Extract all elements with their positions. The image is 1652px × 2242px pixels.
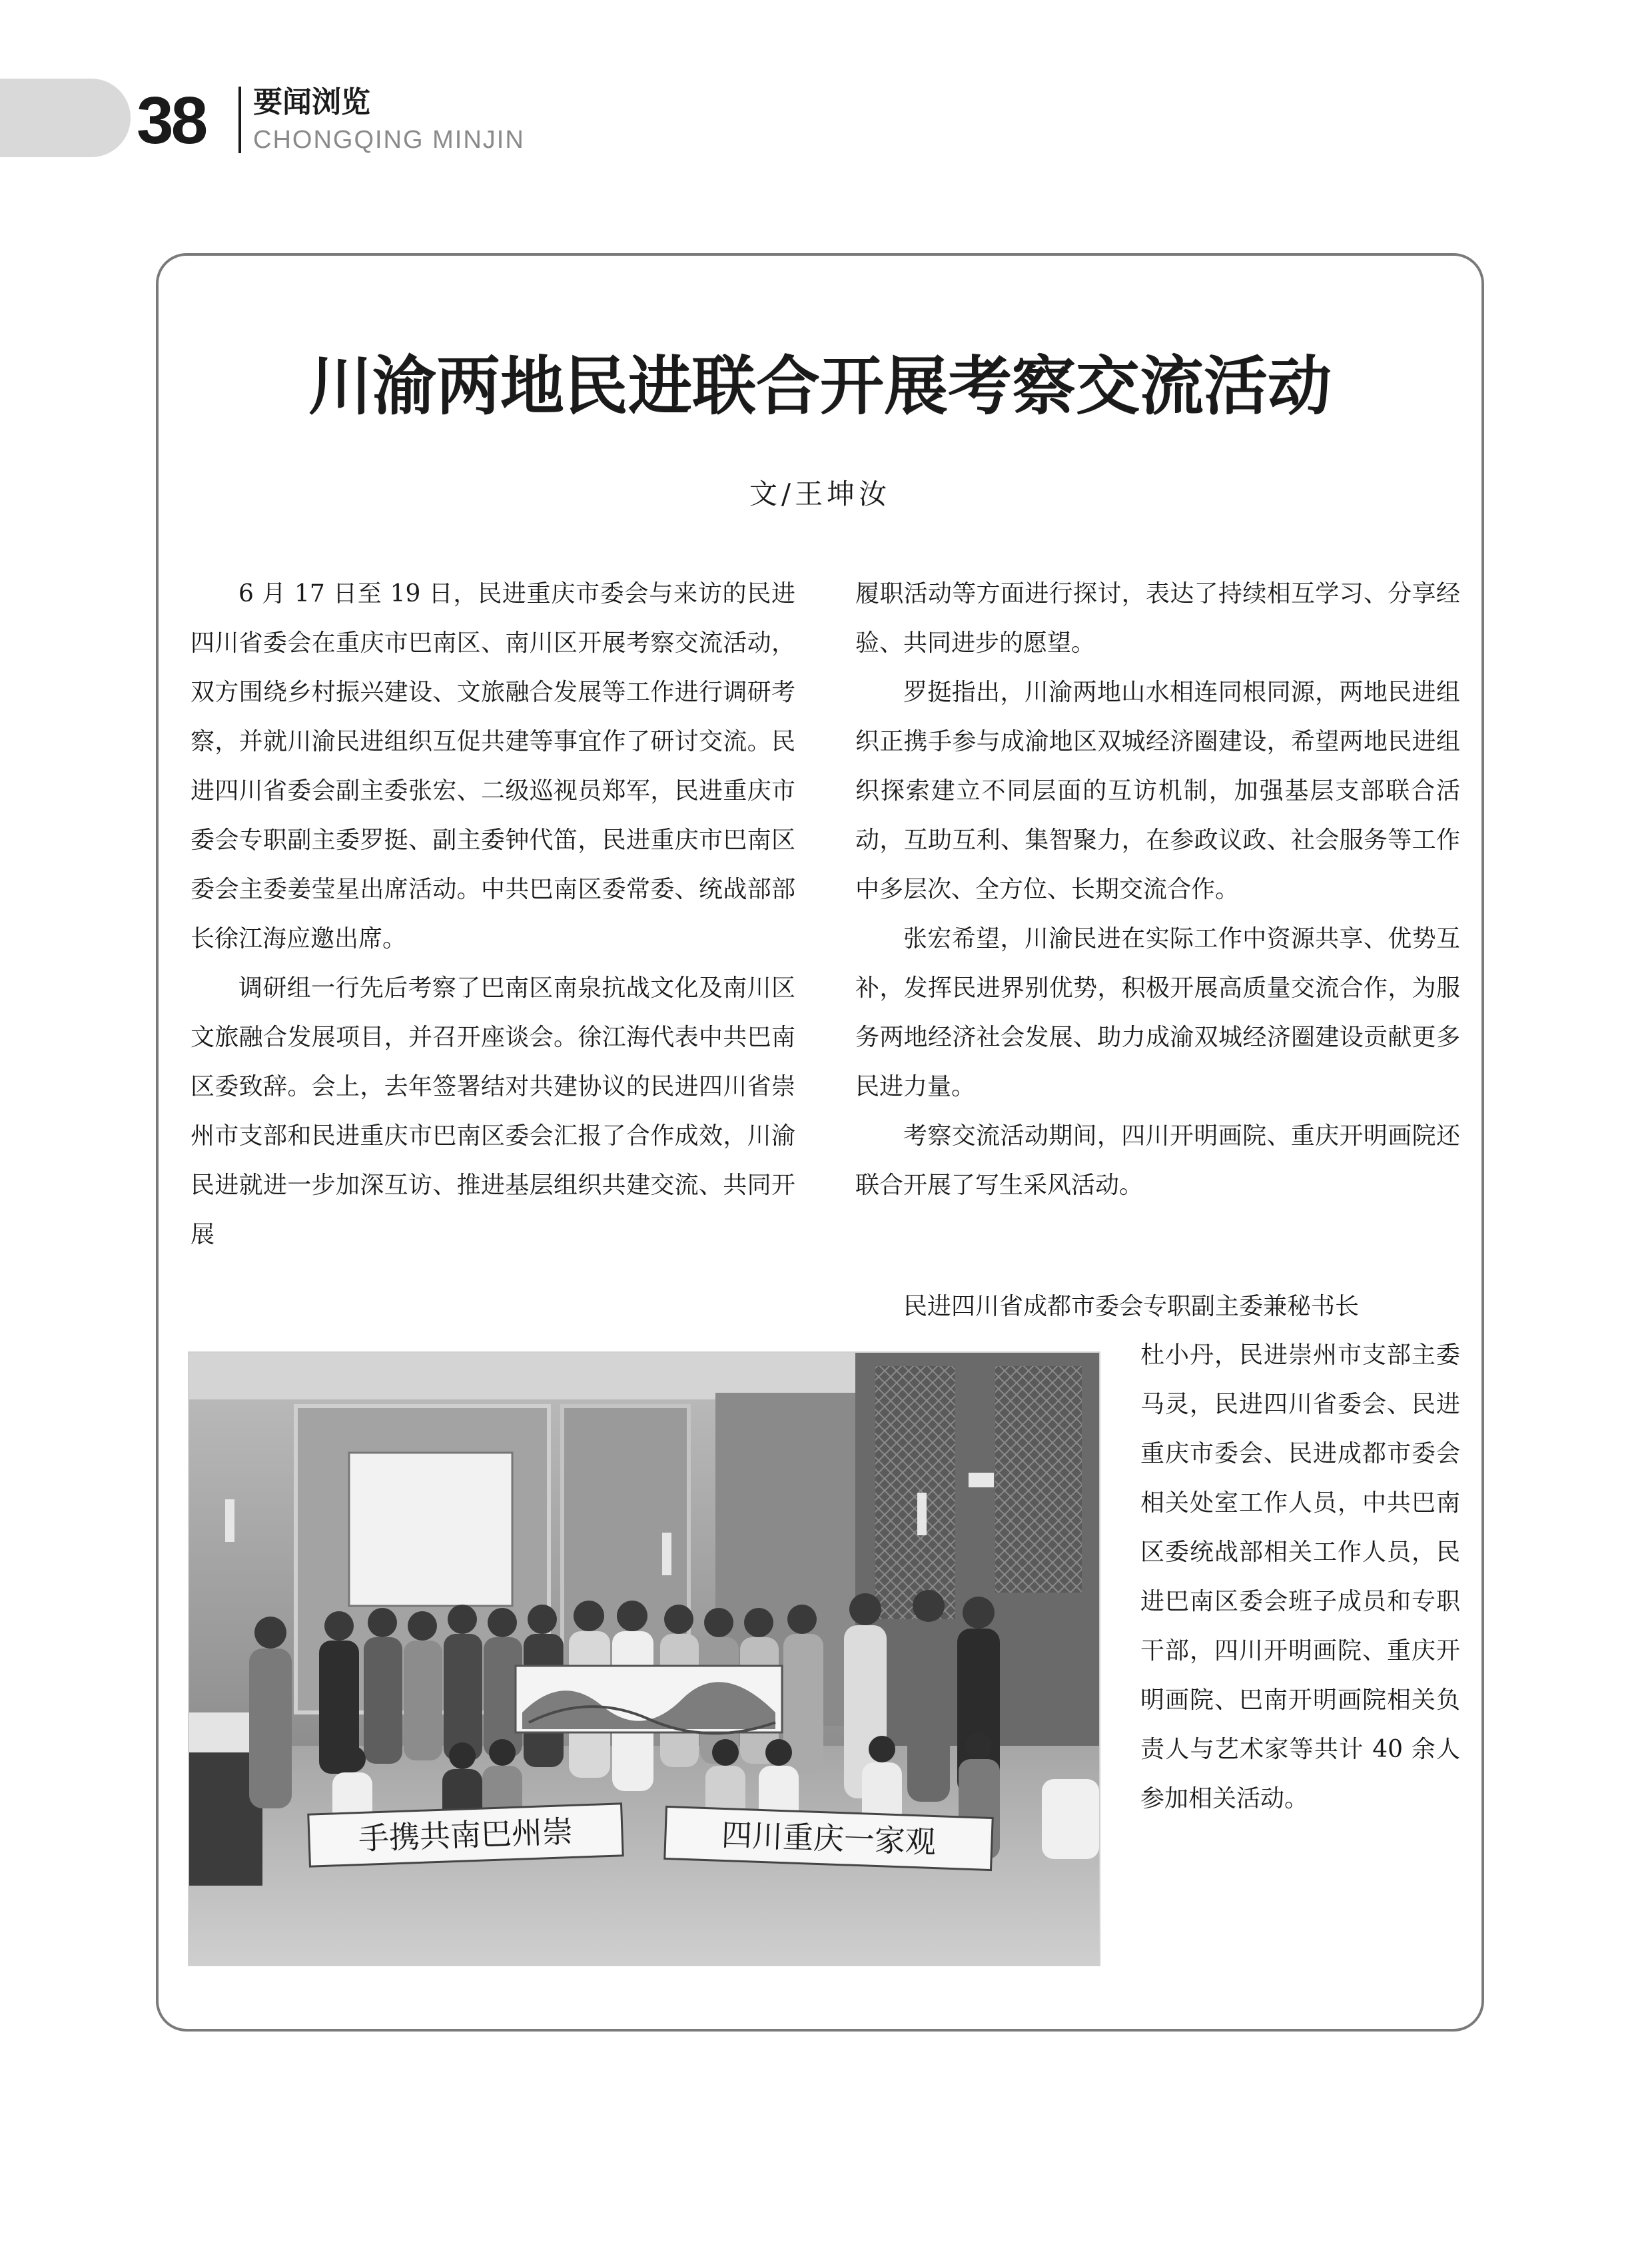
banner-right-text: 四川重庆一家观 (721, 1816, 937, 1860)
last-paragraph-rest: 杜小丹，民进崇州市支部主委马灵，民进四川省委会、民进重庆市委会、民进成都市委会相关处室工作人员，中共巴南区委统战部相关工作人员，民进巴南区委会班子成员和专职干部，四川开明画院、重庆开明画院、巴南开明画院相关负责人与艺术家等共计 40 余人参加相关活动。 (1140, 1341, 1460, 1812)
paragraph: 6 月 17 日至 19 日，民进重庆市委会与来访的民进四川省委会在重庆市巴南区、南川区开展考察交流活动，双方围绕乡村振兴建设、文旅融合发展等工作进行调研考察，并就川渝民进组织互促共建等事宜作了研讨交流。民进四川省委会副主委张宏、二级巡视员郑军，民进重庆市委会专职副主委罗挺、副主委钟代笛，民进重庆市巴南区委会主委姜莹星出席活动。中共巴南区委常委、统战部部长徐江海应邀出席。 (191, 580, 795, 952)
banner-left-text: 手携共南巴州崇 (358, 1813, 574, 1857)
magazine-name: CHONGQING MINJIN (253, 126, 525, 154)
header-divider (238, 87, 241, 153)
last-paragraph-lead: 民进四川省成都市委会专职副主委兼秘书长 (903, 1293, 1360, 1320)
page-number: 38 (137, 83, 206, 158)
header-tab (0, 79, 131, 157)
article-byline: 文/王坤汝 (749, 478, 891, 510)
right-column (855, 569, 1460, 1329)
group-photo (188, 1351, 1100, 1966)
paragraph: 调研组一行先后考察了巴南区南泉抗战文化及南川区文旅融合发展项目，并召开座谈会。徐江海代表中共巴南区委致辞。会上，去年签署结对共建协议的民进四川省崇州市支部和民进重庆市巴南区委会汇报了合作成效，川渝民进就进一步加深互访、推进基层组织共建交流、共同开展 (191, 974, 795, 1248)
article-title: 川渝两地民进联合开展考察交流活动 (308, 349, 1332, 424)
left-column (191, 569, 795, 1329)
group-photo-image (189, 1353, 1099, 1965)
paragraph: 考察交流活动期间，四川开明画院、重庆开明画院还联合开展了写生采风活动。 (855, 1122, 1460, 1199)
section-title: 要闻浏览 (253, 85, 370, 119)
paragraph: 张宏希望，川渝民进在实际工作中资源共享、优势互补，发挥民进界别优势，积极开展高质量交流合作，为服务两地经济社会发展、助力成渝双城经济圈建设贡献更多民进力量。 (855, 925, 1460, 1100)
paragraph: 履职活动等方面进行探讨，表达了持续相互学习、分享经验、共同进步的愿望。 (855, 580, 1460, 657)
paragraph: 罗挺指出，川渝两地山水相连同根同源，两地民进组织正携手参与成渝地区双城经济圈建设，希望两地民进组织探索建立不同层面的互访机制，加强基层支部联合活动，互助互利、集智聚力，在参政议政、社会服务等工作中多层次、全方位、长期交流合作。 (855, 679, 1460, 903)
